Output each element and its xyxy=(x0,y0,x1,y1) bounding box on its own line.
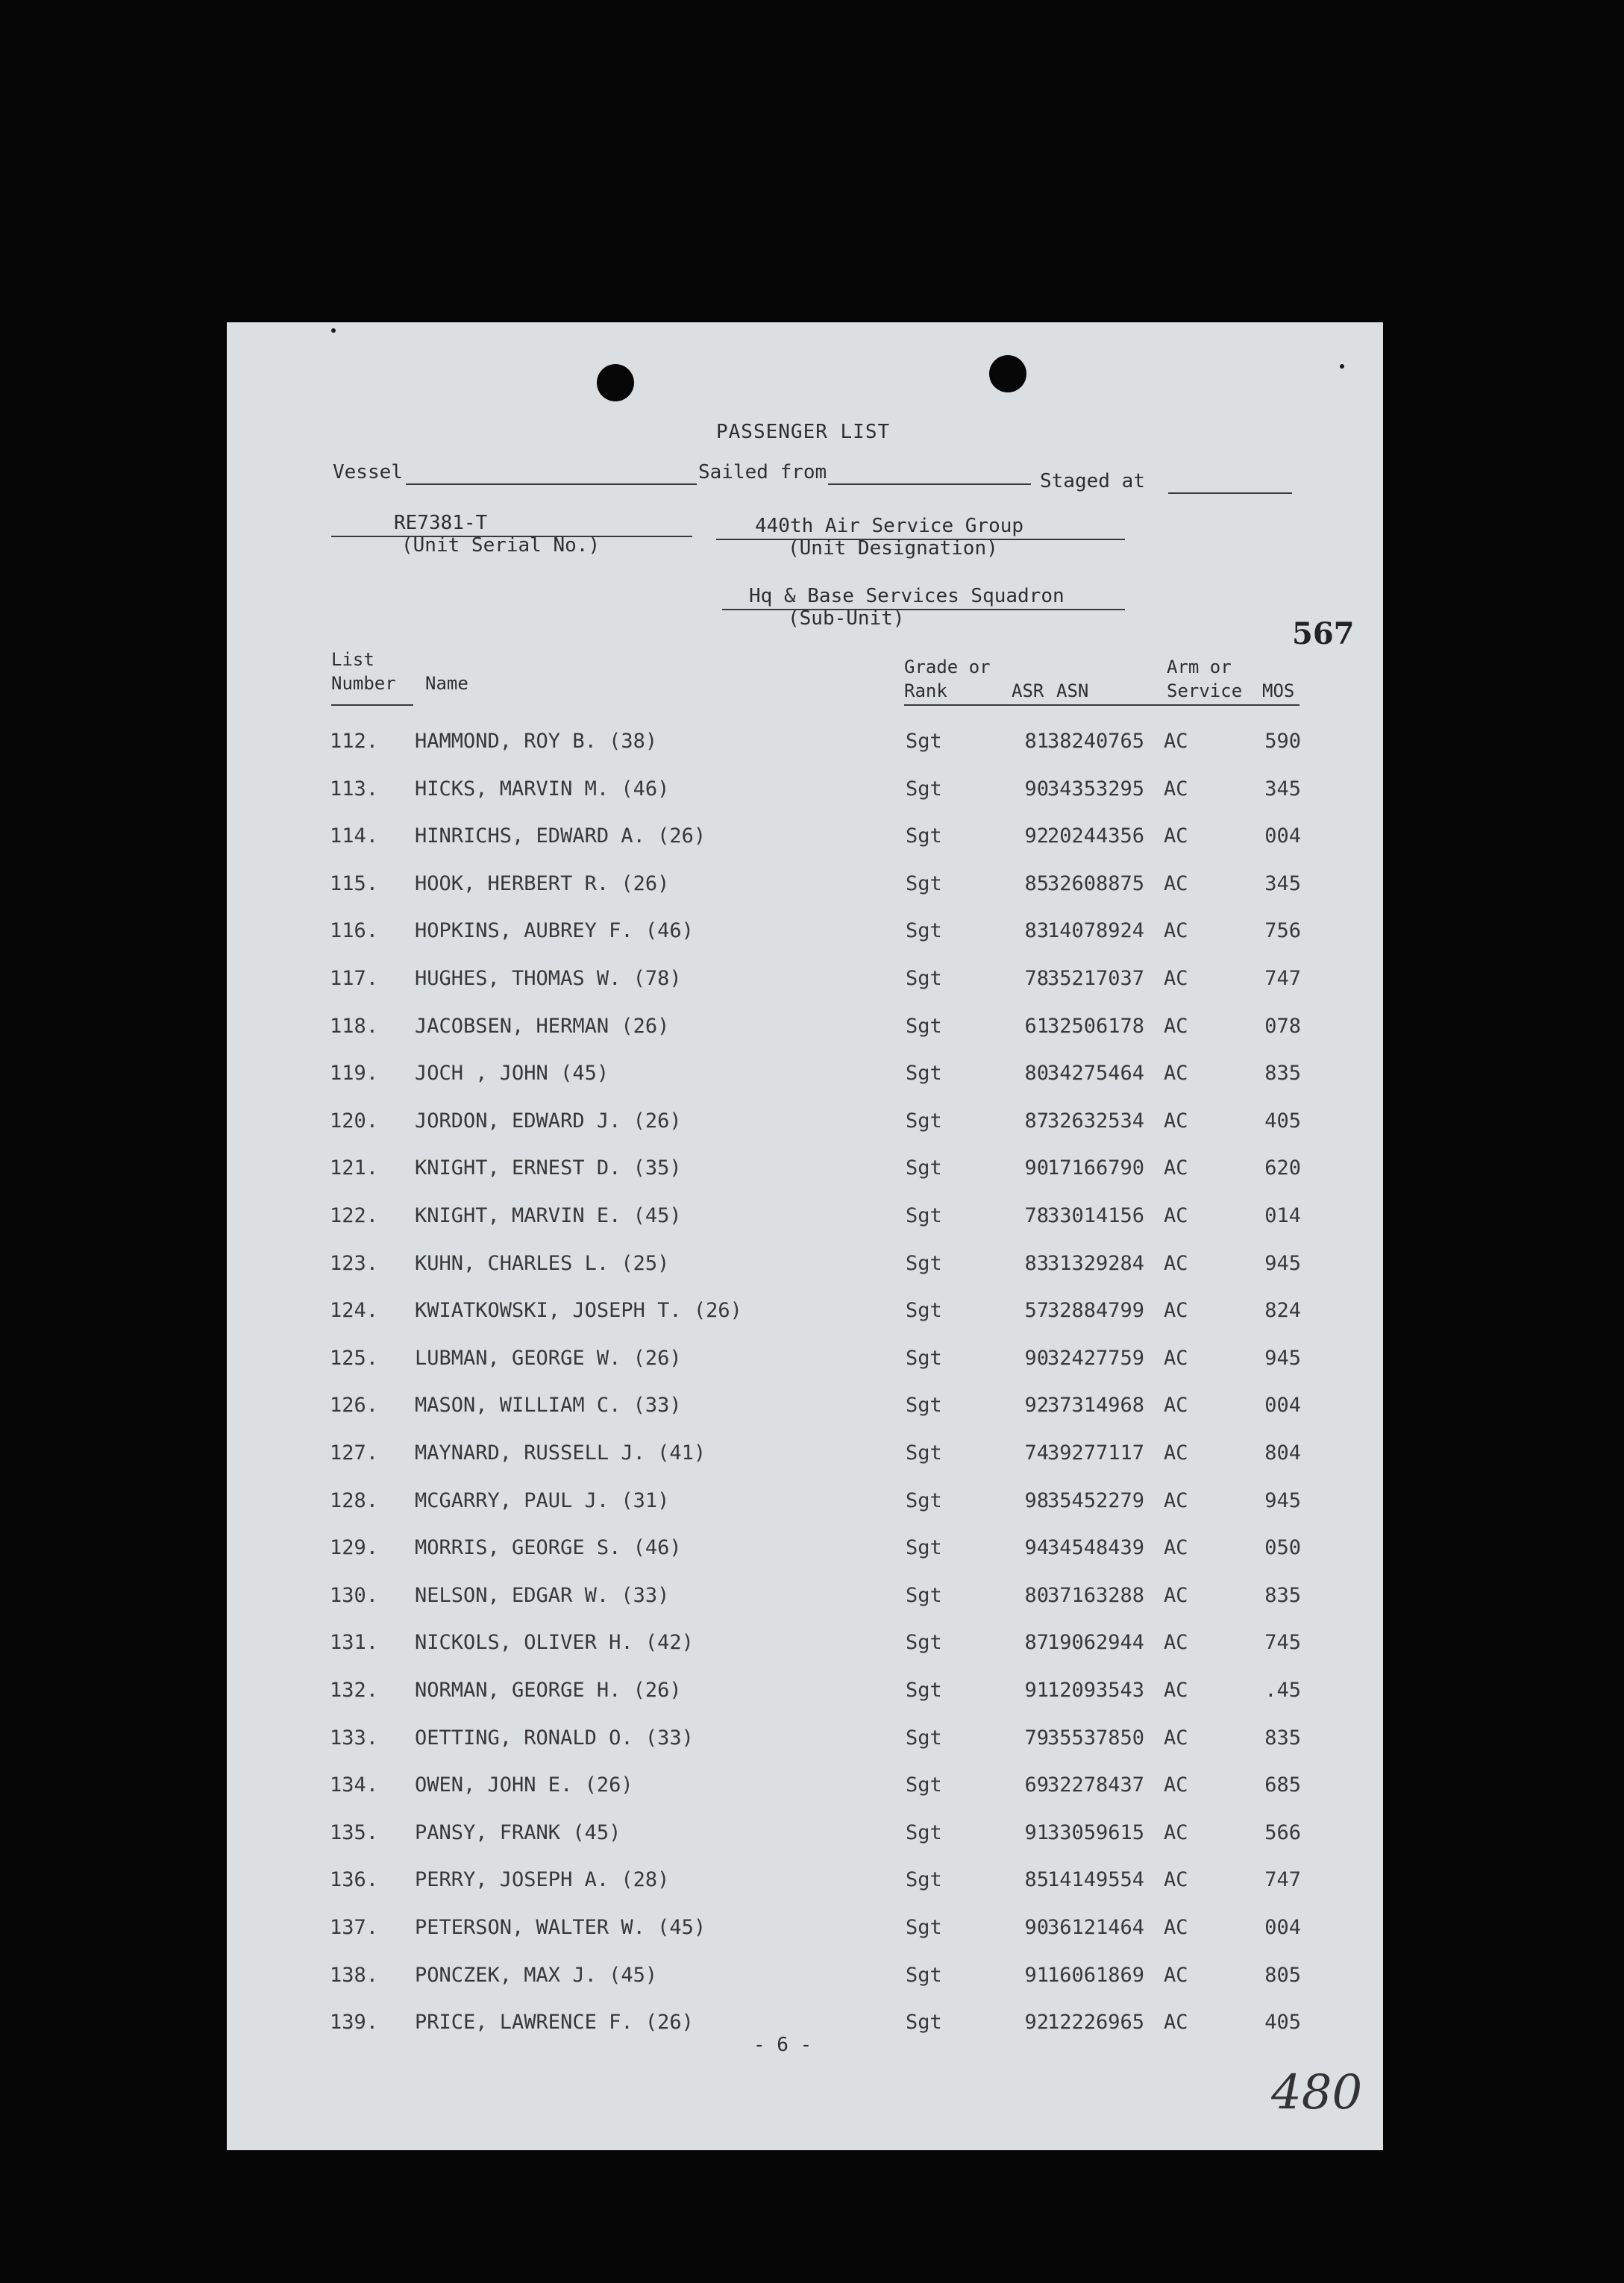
asn-cell: 32884799 xyxy=(1047,1299,1145,1323)
asn-cell: 37314968 xyxy=(1047,1394,1145,1418)
asr-cell: 91 xyxy=(1024,1679,1049,1702)
passenger-name-cell: NELSON, EDGAR W. (33) xyxy=(415,1583,670,1607)
asn-cell: 17166790 xyxy=(1047,1156,1145,1180)
page-number: - 6 - xyxy=(753,2034,812,2056)
grade-cell: Sgt xyxy=(906,967,942,990)
header-list-line1: List xyxy=(331,649,374,670)
grade-cell: Sgt xyxy=(906,871,942,895)
asn-cell: 35452279 xyxy=(1047,1488,1145,1512)
arm-service-cell: AC xyxy=(1164,1583,1188,1607)
list-number-cell: 112. xyxy=(330,730,379,753)
asr-cell: 57 xyxy=(1024,1299,1049,1323)
asr-cell: 85 xyxy=(1024,871,1049,895)
grade-cell: Sgt xyxy=(906,730,942,753)
table-row xyxy=(227,1347,1383,1377)
passenger-name-cell: JACOBSEN, HERMAN (26) xyxy=(415,1014,670,1038)
arm-service-cell: AC xyxy=(1164,1963,1188,1987)
asr-cell: 74 xyxy=(1024,1441,1049,1465)
asr-cell: 81 xyxy=(1024,730,1049,753)
arm-service-cell: AC xyxy=(1164,1679,1188,1702)
list-number-cell: 139. xyxy=(330,2011,379,2035)
mos-cell: 945 xyxy=(1264,1488,1301,1512)
table-row xyxy=(227,1062,1383,1092)
list-number-cell: 138. xyxy=(330,1963,379,1987)
arm-service-cell: AC xyxy=(1164,1441,1188,1465)
asr-cell: 78 xyxy=(1024,967,1049,990)
list-number-cell: 116. xyxy=(330,919,379,943)
list-number-cell: 114. xyxy=(330,824,379,848)
header-underline-list xyxy=(331,704,413,706)
arm-service-cell: AC xyxy=(1164,1299,1188,1323)
list-number-cell: 126. xyxy=(330,1394,379,1418)
header-name: Name xyxy=(425,673,468,694)
grade-cell: Sgt xyxy=(906,1679,942,1702)
asn-cell: 32278437 xyxy=(1047,1773,1145,1797)
mos-cell: 835 xyxy=(1264,1583,1301,1607)
asn-cell: 38240765 xyxy=(1047,730,1145,753)
asr-cell: 80 xyxy=(1024,1062,1049,1086)
mos-cell: 620 xyxy=(1264,1156,1301,1180)
table-row xyxy=(227,1679,1383,1709)
mos-cell: 756 xyxy=(1264,919,1301,943)
passenger-name-cell: HOPKINS, AUBREY F. (46) xyxy=(415,919,694,943)
list-number-cell: 130. xyxy=(330,1583,379,1607)
grade-cell: Sgt xyxy=(906,1299,942,1323)
grade-cell: Sgt xyxy=(906,1156,942,1180)
table-row xyxy=(227,1868,1383,1898)
arm-service-cell: AC xyxy=(1164,730,1188,753)
grade-cell: Sgt xyxy=(906,1346,942,1370)
header-grade-line1: Grade or xyxy=(904,657,991,677)
arm-service-cell: AC xyxy=(1164,1916,1188,1939)
table-row xyxy=(227,872,1383,902)
table-row xyxy=(227,919,1383,949)
header-underline-grade xyxy=(904,704,1299,706)
asr-cell: 61 xyxy=(1024,1014,1049,1038)
asr-cell: 92 xyxy=(1024,2011,1049,2035)
mos-cell: 945 xyxy=(1264,1346,1301,1370)
mos-cell: 050 xyxy=(1264,1536,1301,1560)
asr-cell: 94 xyxy=(1024,1536,1049,1560)
list-number-cell: 131. xyxy=(330,1631,379,1655)
grade-cell: Sgt xyxy=(906,777,942,801)
header-asn: ASN xyxy=(1056,680,1089,701)
paper-speck xyxy=(331,328,336,333)
passenger-name-cell: PERRY, JOSEPH A. (28) xyxy=(415,1868,670,1892)
grade-cell: Sgt xyxy=(906,1204,942,1227)
table-row xyxy=(227,1109,1383,1139)
document-title: PASSENGER LIST xyxy=(716,421,891,443)
list-number-cell: 133. xyxy=(330,1726,379,1750)
list-number-cell: 124. xyxy=(330,1299,379,1323)
mos-cell: 804 xyxy=(1264,1441,1301,1465)
asn-cell: 12093543 xyxy=(1047,1679,1145,1702)
sub-unit-caption: (Sub-Unit) xyxy=(788,607,905,630)
asr-cell: 83 xyxy=(1024,919,1049,943)
table-row xyxy=(227,777,1383,807)
passenger-name-cell: PONCZEK, MAX J. (45) xyxy=(415,1963,658,1987)
asr-cell: 90 xyxy=(1024,1346,1049,1370)
sub-unit-line xyxy=(722,609,1125,610)
grade-cell: Sgt xyxy=(906,1536,942,1560)
grade-cell: Sgt xyxy=(906,1109,942,1133)
arm-service-cell: AC xyxy=(1164,1726,1188,1750)
asn-cell: 14149554 xyxy=(1047,1868,1145,1892)
list-number-cell: 136. xyxy=(330,1868,379,1892)
arm-service-cell: AC xyxy=(1164,919,1188,943)
asn-cell: 16061869 xyxy=(1047,1963,1145,1987)
asr-cell: 90 xyxy=(1024,1156,1049,1180)
vessel-field-line xyxy=(406,483,697,485)
mos-cell: 345 xyxy=(1264,777,1301,801)
passenger-name-cell: PANSY, FRANK (45) xyxy=(415,1820,621,1844)
table-row xyxy=(227,1489,1383,1519)
table-row xyxy=(227,1015,1383,1045)
arm-service-cell: AC xyxy=(1164,1820,1188,1844)
passenger-name-cell: NICKOLS, OLIVER H. (42) xyxy=(415,1631,694,1655)
asn-cell: 14078924 xyxy=(1047,919,1145,943)
asr-cell: 92 xyxy=(1024,824,1049,848)
table-row xyxy=(227,1964,1383,1994)
grade-cell: Sgt xyxy=(906,1062,942,1086)
arm-service-cell: AC xyxy=(1164,1631,1188,1655)
header-list-line2: Number xyxy=(331,673,396,694)
arm-service-cell: AC xyxy=(1164,1062,1188,1086)
table-row xyxy=(227,1536,1383,1566)
passenger-name-cell: NORMAN, GEORGE H. (26) xyxy=(415,1679,682,1702)
sub-unit-value: Hq & Base Services Squadron xyxy=(749,585,1065,607)
header-list-number xyxy=(331,648,396,695)
mos-cell: 945 xyxy=(1264,1251,1301,1275)
passenger-name-cell: HINRICHS, EDWARD A. (26) xyxy=(415,824,706,848)
arm-service-cell: AC xyxy=(1164,1014,1188,1038)
table-row xyxy=(227,1394,1383,1424)
table-row xyxy=(227,1726,1383,1756)
asn-cell: 32608875 xyxy=(1047,871,1145,895)
asr-cell: 91 xyxy=(1024,1963,1049,1987)
header-asr: ASR xyxy=(1012,680,1044,701)
unit-serial-value: RE7381-T xyxy=(394,512,488,534)
mos-cell: 345 xyxy=(1264,871,1301,895)
mos-cell: 685 xyxy=(1264,1773,1301,1797)
header-arm xyxy=(1167,655,1242,703)
arm-service-cell: AC xyxy=(1164,2011,1188,2035)
asr-cell: 78 xyxy=(1024,1204,1049,1227)
table-row xyxy=(227,967,1383,997)
grade-cell: Sgt xyxy=(906,824,942,848)
asr-cell: 92 xyxy=(1024,1394,1049,1418)
arm-service-cell: AC xyxy=(1164,1204,1188,1227)
table-row xyxy=(227,1631,1383,1661)
list-number-cell: 119. xyxy=(330,1062,379,1086)
asr-cell: 87 xyxy=(1024,1631,1049,1655)
mos-cell: 805 xyxy=(1264,1963,1301,1987)
arm-service-cell: AC xyxy=(1164,967,1188,990)
table-row xyxy=(227,1252,1383,1282)
mos-cell: 747 xyxy=(1264,967,1301,990)
arm-service-cell: AC xyxy=(1164,1346,1188,1370)
table-row xyxy=(227,1204,1383,1234)
asn-cell: 36121464 xyxy=(1047,1916,1145,1939)
mos-cell: .45 xyxy=(1264,1679,1301,1702)
list-number-cell: 125. xyxy=(330,1346,379,1370)
passenger-name-cell: HAMMOND, ROY B. (38) xyxy=(415,730,658,753)
sailed-from-field-line xyxy=(828,483,1031,485)
asn-cell: 33014156 xyxy=(1047,1204,1145,1227)
asn-cell: 32427759 xyxy=(1047,1346,1145,1370)
list-number-cell: 117. xyxy=(330,967,379,990)
grade-cell: Sgt xyxy=(906,1488,942,1512)
asn-cell: 12226965 xyxy=(1047,2011,1145,2035)
punch-hole-right xyxy=(989,355,1026,392)
mos-cell: 004 xyxy=(1264,824,1301,848)
asr-cell: 87 xyxy=(1024,1109,1049,1133)
asn-cell: 20244356 xyxy=(1047,824,1145,848)
list-number-cell: 132. xyxy=(330,1679,379,1702)
passenger-name-cell: MCGARRY, PAUL J. (31) xyxy=(415,1488,670,1512)
asn-cell: 35217037 xyxy=(1047,967,1145,990)
grade-cell: Sgt xyxy=(906,1868,942,1892)
asn-cell: 37163288 xyxy=(1047,1583,1145,1607)
mos-cell: 004 xyxy=(1264,1916,1301,1939)
mos-cell: 745 xyxy=(1264,1631,1301,1655)
passenger-name-cell: KNIGHT, MARVIN E. (45) xyxy=(415,1204,682,1227)
list-number-cell: 127. xyxy=(330,1441,379,1465)
grade-cell: Sgt xyxy=(906,1583,942,1607)
passenger-name-cell: HUGHES, THOMAS W. (78) xyxy=(415,967,682,990)
grade-cell: Sgt xyxy=(906,919,942,943)
mos-cell: 405 xyxy=(1264,1109,1301,1133)
list-number-cell: 122. xyxy=(330,1204,379,1227)
document-page xyxy=(227,322,1383,2150)
list-number-cell: 137. xyxy=(330,1916,379,1939)
asn-cell: 35537850 xyxy=(1047,1726,1145,1750)
table-row xyxy=(227,1156,1383,1186)
grade-cell: Sgt xyxy=(906,1394,942,1418)
mos-cell: 566 xyxy=(1264,1820,1301,1844)
passenger-name-cell: MAYNARD, RUSSELL J. (41) xyxy=(415,1441,706,1465)
grade-cell: Sgt xyxy=(906,1441,942,1465)
staged-at-field-line xyxy=(1168,492,1292,494)
passenger-name-cell: KUHN, CHARLES L. (25) xyxy=(415,1251,670,1275)
grade-cell: Sgt xyxy=(906,2011,942,2035)
mos-cell: 590 xyxy=(1264,730,1301,753)
table-row xyxy=(227,1299,1383,1329)
mos-cell: 078 xyxy=(1264,1014,1301,1038)
passenger-name-cell: JORDON, EDWARD J. (26) xyxy=(415,1109,682,1133)
asr-cell: 91 xyxy=(1024,1820,1049,1844)
staged-at-label: Staged at xyxy=(1040,470,1145,492)
vessel-label: Vessel xyxy=(333,461,403,483)
table-row xyxy=(227,824,1383,854)
arm-service-cell: AC xyxy=(1164,1868,1188,1892)
list-number-cell: 121. xyxy=(330,1156,379,1180)
asn-cell: 31329284 xyxy=(1047,1251,1145,1275)
list-number-cell: 128. xyxy=(330,1488,379,1512)
list-number-cell: 123. xyxy=(330,1251,379,1275)
passenger-name-cell: OWEN, JOHN E. (26) xyxy=(415,1773,633,1797)
list-number-cell: 118. xyxy=(330,1014,379,1038)
header-arm-line1: Arm or xyxy=(1167,657,1232,677)
arm-service-cell: AC xyxy=(1164,824,1188,848)
mos-cell: 004 xyxy=(1264,1394,1301,1418)
mos-cell: 824 xyxy=(1264,1299,1301,1323)
passenger-name-cell: HOOK, HERBERT R. (26) xyxy=(415,871,670,895)
unit-serial-caption: (Unit Serial No.) xyxy=(401,534,601,557)
table-row xyxy=(227,1821,1383,1851)
asr-cell: 83 xyxy=(1024,1251,1049,1275)
grade-cell: Sgt xyxy=(906,1773,942,1797)
passenger-name-cell: MASON, WILLIAM C. (33) xyxy=(415,1394,682,1418)
grade-cell: Sgt xyxy=(906,1916,942,1939)
asn-cell: 39277117 xyxy=(1047,1441,1145,1465)
passenger-name-cell: MORRIS, GEORGE S. (46) xyxy=(415,1536,682,1560)
asr-cell: 90 xyxy=(1024,777,1049,801)
asr-cell: 80 xyxy=(1024,1583,1049,1607)
sailed-from-label: Sailed from xyxy=(698,461,827,483)
grade-cell: Sgt xyxy=(906,1820,942,1844)
handwritten-number: 480 xyxy=(1271,2065,1363,2120)
passenger-name-cell: OETTING, RONALD O. (33) xyxy=(415,1726,694,1750)
asn-cell: 34353295 xyxy=(1047,777,1145,801)
unit-designation-caption: (Unit Designation) xyxy=(788,537,998,560)
asn-cell: 32632534 xyxy=(1047,1109,1145,1133)
stamped-page-number: 567 xyxy=(1292,616,1355,651)
table-row xyxy=(227,730,1383,760)
list-number-cell: 115. xyxy=(330,871,379,895)
arm-service-cell: AC xyxy=(1164,1488,1188,1512)
arm-service-cell: AC xyxy=(1164,777,1188,801)
list-number-cell: 113. xyxy=(330,777,379,801)
mos-cell: 405 xyxy=(1264,2011,1301,2035)
header-arm-line2: Service xyxy=(1167,680,1243,701)
list-number-cell: 120. xyxy=(330,1109,379,1133)
list-number-cell: 129. xyxy=(330,1536,379,1560)
header-grade-line2: Rank xyxy=(904,680,947,701)
table-row xyxy=(227,1584,1383,1614)
passenger-name-cell: PRICE, LAWRENCE F. (26) xyxy=(415,2011,694,2035)
grade-cell: Sgt xyxy=(906,1014,942,1038)
passenger-name-cell: LUBMAN, GEORGE W. (26) xyxy=(415,1346,682,1370)
mos-cell: 747 xyxy=(1264,1868,1301,1892)
grade-cell: Sgt xyxy=(906,1963,942,1987)
header-grade xyxy=(904,655,991,703)
table-row xyxy=(227,1773,1383,1803)
grade-cell: Sgt xyxy=(906,1251,942,1275)
table-row xyxy=(227,1441,1383,1471)
passenger-name-cell: KNIGHT, ERNEST D. (35) xyxy=(415,1156,682,1180)
asr-cell: 79 xyxy=(1024,1726,1049,1750)
mos-cell: 835 xyxy=(1264,1062,1301,1086)
passenger-name-cell: JOCH , JOHN (45) xyxy=(415,1062,609,1086)
paper-speck xyxy=(1340,364,1344,369)
asn-cell: 32506178 xyxy=(1047,1014,1145,1038)
asr-cell: 90 xyxy=(1024,1916,1049,1939)
passenger-name-cell: HICKS, MARVIN M. (46) xyxy=(415,777,670,801)
list-number-cell: 135. xyxy=(330,1820,379,1844)
grade-cell: Sgt xyxy=(906,1631,942,1655)
asr-cell: 98 xyxy=(1024,1488,1049,1512)
passenger-name-cell: PETERSON, WALTER W. (45) xyxy=(415,1916,706,1939)
asn-cell: 34275464 xyxy=(1047,1062,1145,1086)
arm-service-cell: AC xyxy=(1164,1536,1188,1560)
arm-service-cell: AC xyxy=(1164,871,1188,895)
arm-service-cell: AC xyxy=(1164,1251,1188,1275)
arm-service-cell: AC xyxy=(1164,1773,1188,1797)
asn-cell: 34548439 xyxy=(1047,1536,1145,1560)
asn-cell: 19062944 xyxy=(1047,1631,1145,1655)
arm-service-cell: AC xyxy=(1164,1109,1188,1133)
mos-cell: 014 xyxy=(1264,1204,1301,1227)
list-number-cell: 134. xyxy=(330,1773,379,1797)
arm-service-cell: AC xyxy=(1164,1156,1188,1180)
table-row xyxy=(227,1916,1383,1946)
unit-designation-value: 440th Air Service Group xyxy=(755,515,1024,537)
asr-cell: 85 xyxy=(1024,1868,1049,1892)
passenger-name-cell: KWIATKOWSKI, JOSEPH T. (26) xyxy=(415,1299,742,1323)
asr-cell: 69 xyxy=(1024,1773,1049,1797)
mos-cell: 835 xyxy=(1264,1726,1301,1750)
grade-cell: Sgt xyxy=(906,1726,942,1750)
asn-cell: 33059615 xyxy=(1047,1820,1145,1844)
header-mos: MOS xyxy=(1262,680,1295,701)
arm-service-cell: AC xyxy=(1164,1394,1188,1418)
punch-hole-left xyxy=(597,364,634,401)
